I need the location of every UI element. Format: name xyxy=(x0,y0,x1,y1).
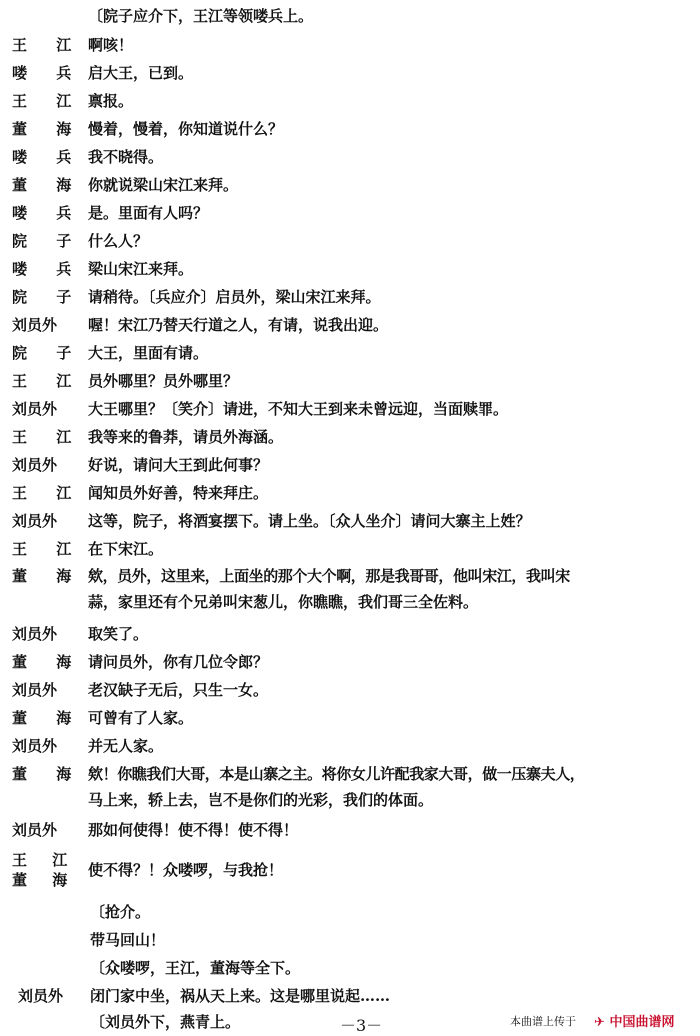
dialogue-text: 大王哪里？〔笑介〕请进，不知大王到来未曾远迎，当面赎罪。 xyxy=(88,400,509,418)
speaker: 董 海 xyxy=(12,567,84,585)
dialogue-text: 使不得？！众喽啰，与我抢！ xyxy=(88,861,284,879)
dialogue-text: 什么人？ xyxy=(88,232,149,250)
dialogue-text: 好说，请问大王到此何事？ xyxy=(88,456,269,474)
dialogue-text: 启大王，已到。 xyxy=(88,64,194,82)
speaker: 王 江 xyxy=(12,372,84,390)
speaker: 院 子 xyxy=(12,344,84,362)
speaker: 刘员外 xyxy=(12,512,58,530)
speaker: 刘员外 xyxy=(12,737,58,755)
dialogue-text: 闻知员外好善，特来拜庄。 xyxy=(88,484,269,502)
dialogue-text: 喔！宋江乃替天行道之人，有请，说我出迎。 xyxy=(88,316,389,334)
site-logo xyxy=(594,1011,674,1030)
dialogue-text: 请稍待。〔兵应介〕启员外，梁山宋江来拜。 xyxy=(88,288,381,306)
speaker: 喽 兵 xyxy=(12,260,84,278)
dialogue-text: 梁山宋江来拜。 xyxy=(88,260,194,278)
dialogue-text: 欸！你瞧我们大哥，本是山寨之主。将你女儿许配我家大哥，做一压寨夫人， xyxy=(88,765,585,783)
stage-direction: 〔院子应介下，王江等领喽兵上。 xyxy=(88,7,314,25)
speaker: 刘员外 xyxy=(12,821,58,839)
dialogue-text: 那如何使得！使不得！使不得！ xyxy=(88,821,299,839)
speaker: 王 江 xyxy=(12,484,84,502)
dialogue-text: 禀报。 xyxy=(88,92,134,110)
speaker: 刘员外 xyxy=(12,316,58,334)
speaker: 董 海 xyxy=(12,176,84,194)
speaker: 刘员外 xyxy=(12,400,58,418)
speaker: 董 海 xyxy=(12,653,84,671)
speaker: 刘员外 xyxy=(18,987,64,1005)
dialogue-text: 我不晓得。 xyxy=(88,148,164,166)
dialogue-text: 并无人家。 xyxy=(88,737,164,755)
dialogue-text: 你就说梁山宋江来拜。 xyxy=(88,176,239,194)
speaker: 王 江 xyxy=(12,36,84,54)
stage-direction: 带马回山！ xyxy=(90,931,166,949)
dialogue-text: 啊咳！ xyxy=(88,36,134,54)
speaker: 喽 兵 xyxy=(12,204,84,222)
dialogue-text: 老汉缺子无后，只生一女。 xyxy=(88,681,269,699)
dialogue-text: 员外哪里？员外哪里？ xyxy=(88,372,239,390)
speaker: 董 海 xyxy=(12,765,84,783)
stage-direction: 〔抢介。 xyxy=(90,903,151,921)
dialogue-text: 是。里面有人吗？ xyxy=(88,204,209,222)
dialogue-text: 大王，里面有请。 xyxy=(88,344,209,362)
dialogue-text: 请问员外，你有几位令郎？ xyxy=(88,653,269,671)
logo-text: 中国曲谱网 xyxy=(609,1015,675,1030)
page-number: －3－ xyxy=(340,1016,383,1035)
footer-note: 本曲谱上传于 xyxy=(510,1015,576,1028)
speaker: 刘员外 xyxy=(12,681,58,699)
joint-speaker-b: 董 海 xyxy=(12,871,78,889)
dialogue-text-continued: 马上来，轿上去，岂不是你们的光彩，我们的体面。 xyxy=(88,791,434,809)
dialogue-text: 欸，员外，这里来，上面坐的那个大个啊，那是我哥哥，他叫宋江，我叫宋 xyxy=(88,567,570,585)
dialogue-text: 闭门家中坐，祸从天上来。这是哪里说起…… xyxy=(90,987,391,1005)
speaker: 王 江 xyxy=(12,92,84,110)
dialogue-text: 这等，院子，将酒宴摆下。请上坐。〔众人坐介〕请问大寨主上姓？ xyxy=(88,512,531,530)
dialogue-text: 我等来的鲁莽，请员外海涵。 xyxy=(88,428,284,446)
speaker: 院 子 xyxy=(12,288,84,306)
dialogue-text-continued: 蒜，家里还有个兄弟叫宋葱儿，你瞧瞧，我们哥三全佐料。 xyxy=(88,593,479,611)
speaker: 刘员外 xyxy=(12,456,58,474)
dialogue-text: 慢着，慢着，你知道说什么？ xyxy=(88,120,284,138)
dialogue-text: 在下宋江。 xyxy=(88,540,164,558)
stage-direction: 〔刘员外下，燕青上。 xyxy=(90,1013,241,1031)
speaker: 董 海 xyxy=(12,709,84,727)
logo-icon: ✈ xyxy=(594,1015,605,1030)
dialogue-text: 可曾有了人家。 xyxy=(88,709,194,727)
speaker: 刘员外 xyxy=(12,625,58,643)
dialogue-text: 取笑了。 xyxy=(88,625,149,643)
speaker: 王 江 xyxy=(12,540,84,558)
speaker: 喽 兵 xyxy=(12,64,84,82)
stage-direction: 〔众喽啰，王江，董海等全下。 xyxy=(90,959,301,977)
speaker: 院 子 xyxy=(12,232,84,250)
speaker: 王 江 xyxy=(12,428,84,446)
speaker: 董 海 xyxy=(12,120,84,138)
speaker: 喽 兵 xyxy=(12,148,84,166)
joint-speaker-a: 王 江 xyxy=(12,851,78,869)
